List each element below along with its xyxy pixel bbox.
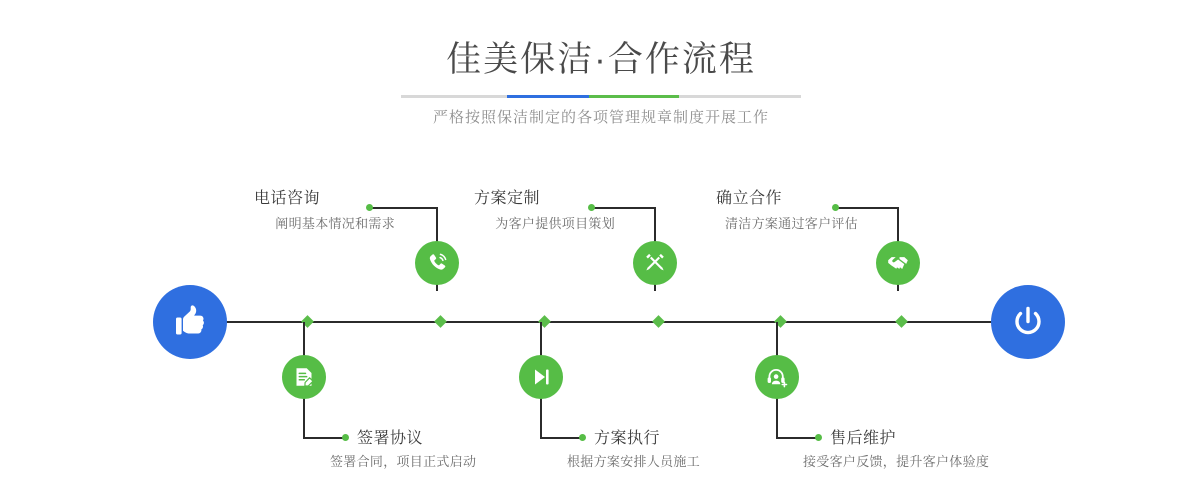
step-title-4: 方案执行 [594, 430, 661, 447]
step-title-3: 方案定制 [473, 190, 540, 207]
step-desc-3: 为客户提供项目策划 [495, 216, 615, 231]
step-desc-4: 根据方案安排人员施工 [567, 454, 701, 469]
step-desc-1: 阐明基本情况和需求 [275, 216, 395, 231]
step-desc-5: 清洁方案通过客户评估 [724, 216, 858, 231]
pen-ruler-icon [643, 251, 667, 275]
step-desc-6: 接受客户反馈，提升客户体验度 [803, 454, 990, 469]
connector-horizontal-step-2 [303, 437, 345, 439]
timeline-node-marker [652, 315, 665, 328]
step-icon-5 [876, 241, 920, 285]
handshake-icon [886, 251, 910, 275]
connector-horizontal-step-1 [370, 207, 437, 209]
timeline-node-marker [434, 315, 447, 328]
title-divider [401, 95, 801, 98]
divider-segment-blue [507, 95, 589, 98]
headset-support-icon [765, 365, 789, 389]
connector-horizontal-step-3 [592, 207, 655, 209]
step-icon-6 [755, 355, 799, 399]
connector-horizontal-step-6 [776, 437, 818, 439]
phone-call-icon [425, 251, 449, 275]
connector-endpoint-dot-step-3 [588, 204, 595, 211]
connector-endpoint-dot-step-4 [579, 434, 586, 441]
connector-endpoint-dot-step-2 [342, 434, 349, 441]
page-title: 佳美保洁·合作流程 [446, 40, 756, 79]
step-desc-2: 签署合同，项目正式启动 [330, 454, 477, 469]
connector-horizontal-step-5 [836, 207, 898, 209]
connector-horizontal-step-4 [540, 437, 582, 439]
start-node-thumbs-up [153, 285, 227, 359]
step-icon-1 [415, 241, 459, 285]
step-title-6: 售后维护 [830, 430, 897, 447]
end-node-power [991, 285, 1065, 359]
step-icon-4 [519, 355, 563, 399]
document-edit-icon [292, 365, 316, 389]
page-subtitle: 严格按照保洁制定的各项管理规章制度开展工作 [432, 109, 769, 126]
play-skip-icon [529, 365, 553, 389]
step-title-1: 电话咨询 [253, 190, 320, 207]
thumbs-up-icon [170, 302, 210, 342]
step-title-5: 确立合作 [715, 190, 782, 207]
connector-endpoint-dot-step-1 [366, 204, 373, 211]
timeline-node-marker [895, 315, 908, 328]
power-icon [1009, 303, 1047, 341]
connector-endpoint-dot-step-6 [815, 434, 822, 441]
step-title-2: 签署协议 [357, 430, 424, 447]
step-icon-2 [282, 355, 326, 399]
divider-segment-green [589, 95, 679, 98]
step-icon-3 [633, 241, 677, 285]
connector-endpoint-dot-step-5 [832, 204, 839, 211]
